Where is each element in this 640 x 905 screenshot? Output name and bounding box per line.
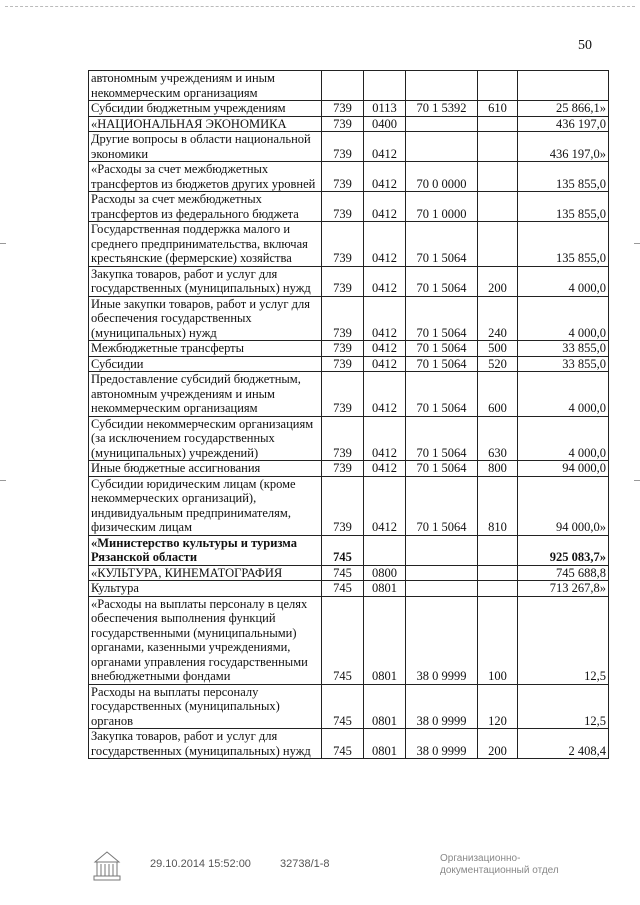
row-sum-cell: 94 000,0: [518, 461, 609, 477]
row-name-cell: «Расходы на выплаты персоналу в целях обеспечения выполнения функций государственными (муниципальными) органами, казенными учреждениями, органами управления государственными внебюджетными фондами: [89, 596, 322, 684]
table-row: [89, 372, 609, 417]
row-vr-cell: 500: [478, 341, 518, 357]
row-cs-cell: 70 0 0000: [406, 162, 478, 192]
table-row: [89, 341, 609, 357]
row-ved-cell: 739: [322, 476, 364, 535]
row-sum-cell: 33 855,0: [518, 341, 609, 357]
table-row: [89, 476, 609, 535]
row-name-cell: Субсидии бюджетным учреждениям: [89, 101, 322, 117]
row-sum-cell: [518, 71, 609, 101]
row-sum-cell: 713 267,8»: [518, 581, 609, 597]
row-name-cell: Межбюджетные трансферты: [89, 341, 322, 357]
row-cs-cell: 70 1 0000: [406, 192, 478, 222]
row-cs-cell: 70 1 5064: [406, 296, 478, 341]
table-row: [89, 222, 609, 267]
row-rz-cell: [364, 535, 406, 565]
row-name-cell: Субсидии: [89, 356, 322, 372]
building-stamp-icon: [92, 850, 122, 882]
table-row: [89, 132, 609, 162]
footer-org-line: документационный отдел: [440, 865, 559, 876]
row-cs-cell: 38 0 9999: [406, 596, 478, 684]
row-rz-cell: 0800: [364, 565, 406, 581]
row-name-cell: Предоставление субсидий бюджетным, автономным учреждениям и иным некоммерческим организациям: [89, 372, 322, 417]
row-sum-cell: 925 083,7»: [518, 535, 609, 565]
row-rz-cell: 0801: [364, 729, 406, 759]
row-sum-cell: 25 866,1»: [518, 101, 609, 117]
row-sum-cell: 33 855,0: [518, 356, 609, 372]
budget-table-body: [89, 71, 609, 759]
row-ved-cell: 745: [322, 565, 364, 581]
row-cs-cell: 70 1 5064: [406, 416, 478, 461]
row-ved-cell: 739: [322, 116, 364, 132]
row-rz-cell: 0801: [364, 596, 406, 684]
table-row: [89, 296, 609, 341]
row-vr-cell: 610: [478, 101, 518, 117]
table-row: [89, 535, 609, 565]
row-name-cell: «Расходы за счет межбюджетных трансфертов из бюджетов других уровней: [89, 162, 322, 192]
row-vr-cell: 600: [478, 372, 518, 417]
table-row: [89, 101, 609, 117]
row-vr-cell: [478, 581, 518, 597]
row-name-cell: Иные закупки товаров, работ и услуг для обеспечения государственных (муниципальных) нужд: [89, 296, 322, 341]
row-ved-cell: 739: [322, 341, 364, 357]
row-name-cell: автономным учреждениям и иным некоммерческим организациям: [89, 71, 322, 101]
row-rz-cell: [364, 71, 406, 101]
table-row: [89, 266, 609, 296]
row-cs-cell: 38 0 9999: [406, 684, 478, 729]
row-vr-cell: 520: [478, 356, 518, 372]
row-sum-cell: 436 197,0»: [518, 132, 609, 162]
row-vr-cell: 810: [478, 476, 518, 535]
row-ved-cell: 745: [322, 729, 364, 759]
row-ved-cell: 739: [322, 416, 364, 461]
row-vr-cell: 800: [478, 461, 518, 477]
row-cs-cell: [406, 132, 478, 162]
row-rz-cell: 0412: [364, 416, 406, 461]
row-name-cell: Государственная поддержка малого и среднего предпринимательства, включая крестьянские (фермерские) хозяйства: [89, 222, 322, 267]
row-name-cell: Субсидии некоммерческим организациям (за исключением государственных (муниципальных) учреждений): [89, 416, 322, 461]
row-rz-cell: 0412: [364, 476, 406, 535]
row-vr-cell: [478, 565, 518, 581]
row-rz-cell: 0412: [364, 296, 406, 341]
row-cs-cell: [406, 581, 478, 597]
row-sum-cell: 135 855,0: [518, 162, 609, 192]
row-sum-cell: 4 000,0: [518, 372, 609, 417]
row-cs-cell: [406, 116, 478, 132]
row-vr-cell: [478, 116, 518, 132]
row-name-cell: Закупка товаров, работ и услуг для государственных (муниципальных) нужд: [89, 266, 322, 296]
row-ved-cell: 739: [322, 296, 364, 341]
row-name-cell: Расходы за счет межбюджетных трансфертов из федерального бюджета: [89, 192, 322, 222]
row-ved-cell: 739: [322, 101, 364, 117]
row-cs-cell: 70 1 5392: [406, 101, 478, 117]
margin-tick: [0, 243, 6, 244]
table-row: [89, 416, 609, 461]
row-sum-cell: 4 000,0: [518, 296, 609, 341]
row-rz-cell: 0412: [364, 162, 406, 192]
row-cs-cell: 38 0 9999: [406, 729, 478, 759]
footer-org-line: Организационно-: [440, 853, 521, 864]
row-ved-cell: 739: [322, 192, 364, 222]
table-row: [89, 461, 609, 477]
table-row: [89, 581, 609, 597]
row-name-cell: Иные бюджетные ассигнования: [89, 461, 322, 477]
row-rz-cell: 0412: [364, 356, 406, 372]
table-row: [89, 356, 609, 372]
row-name-cell: «КУЛЬТУРА, КИНЕМАТОГРАФИЯ: [89, 565, 322, 581]
page-number: 50: [578, 38, 592, 53]
row-sum-cell: 745 688,8: [518, 565, 609, 581]
row-sum-cell: 135 855,0: [518, 192, 609, 222]
row-sum-cell: 2 408,4: [518, 729, 609, 759]
row-sum-cell: 12,5: [518, 684, 609, 729]
row-rz-cell: 0400: [364, 116, 406, 132]
row-cs-cell: 70 1 5064: [406, 476, 478, 535]
row-rz-cell: 0412: [364, 461, 406, 477]
row-ved-cell: [322, 71, 364, 101]
row-cs-cell: 70 1 5064: [406, 266, 478, 296]
row-ved-cell: 739: [322, 162, 364, 192]
row-rz-cell: 0412: [364, 341, 406, 357]
table-row: [89, 596, 609, 684]
table-row: [89, 192, 609, 222]
row-rz-cell: 0801: [364, 684, 406, 729]
row-vr-cell: 200: [478, 729, 518, 759]
row-cs-cell: 70 1 5064: [406, 356, 478, 372]
row-vr-cell: 200: [478, 266, 518, 296]
row-rz-cell: 0412: [364, 222, 406, 267]
top-scan-rule: [5, 6, 635, 7]
table-row: [89, 71, 609, 101]
footer-doc-code: 32738/1-8: [280, 858, 330, 870]
row-name-cell: Субсидии юридическим лицам (кроме некоммерческих организаций), индивидуальным предпринимателям, физическим лицам: [89, 476, 322, 535]
row-name-cell: Культура: [89, 581, 322, 597]
table-row: [89, 116, 609, 132]
row-cs-cell: [406, 535, 478, 565]
row-rz-cell: 0801: [364, 581, 406, 597]
row-sum-cell: 12,5: [518, 596, 609, 684]
row-ved-cell: 739: [322, 266, 364, 296]
row-name-cell: Расходы на выплаты персоналу государственных (муниципальных) органов: [89, 684, 322, 729]
margin-tick: [0, 480, 6, 481]
row-cs-cell: 70 1 5064: [406, 341, 478, 357]
row-rz-cell: 0412: [364, 192, 406, 222]
row-sum-cell: 436 197,0: [518, 116, 609, 132]
row-vr-cell: [478, 192, 518, 222]
row-name-cell: «Министерство культуры и туризма Рязанской области: [89, 535, 322, 565]
row-vr-cell: 630: [478, 416, 518, 461]
row-ved-cell: 739: [322, 356, 364, 372]
row-ved-cell: 739: [322, 222, 364, 267]
row-vr-cell: [478, 132, 518, 162]
row-name-cell: Закупка товаров, работ и услуг для государственных (муниципальных) нужд: [89, 729, 322, 759]
row-sum-cell: 4 000,0: [518, 266, 609, 296]
row-ved-cell: 745: [322, 581, 364, 597]
row-vr-cell: [478, 222, 518, 267]
table-row: [89, 729, 609, 759]
row-sum-cell: 135 855,0: [518, 222, 609, 267]
table-row: [89, 684, 609, 729]
budget-table: [88, 70, 609, 759]
row-vr-cell: 240: [478, 296, 518, 341]
row-ved-cell: 739: [322, 132, 364, 162]
row-vr-cell: 100: [478, 596, 518, 684]
footer-org-stamp: [440, 853, 559, 877]
row-cs-cell: [406, 565, 478, 581]
row-name-cell: «НАЦИОНАЛЬНАЯ ЭКОНОМИКА: [89, 116, 322, 132]
row-vr-cell: [478, 162, 518, 192]
row-ved-cell: 745: [322, 535, 364, 565]
row-sum-cell: 4 000,0: [518, 416, 609, 461]
row-rz-cell: 0412: [364, 266, 406, 296]
row-cs-cell: [406, 71, 478, 101]
row-cs-cell: 70 1 5064: [406, 372, 478, 417]
margin-tick: [634, 243, 640, 244]
row-vr-cell: 120: [478, 684, 518, 729]
row-ved-cell: 739: [322, 461, 364, 477]
row-cs-cell: 70 1 5064: [406, 461, 478, 477]
margin-tick: [634, 480, 640, 481]
row-vr-cell: [478, 71, 518, 101]
row-rz-cell: 0113: [364, 101, 406, 117]
table-row: [89, 565, 609, 581]
row-cs-cell: 70 1 5064: [406, 222, 478, 267]
row-ved-cell: 745: [322, 596, 364, 684]
row-sum-cell: 94 000,0»: [518, 476, 609, 535]
row-vr-cell: [478, 535, 518, 565]
row-ved-cell: 739: [322, 372, 364, 417]
table-row: [89, 162, 609, 192]
row-name-cell: Другие вопросы в области национальной экономики: [89, 132, 322, 162]
row-ved-cell: 745: [322, 684, 364, 729]
row-rz-cell: 0412: [364, 132, 406, 162]
footer-timestamp: 29.10.2014 15:52:00: [150, 858, 251, 870]
row-rz-cell: 0412: [364, 372, 406, 417]
